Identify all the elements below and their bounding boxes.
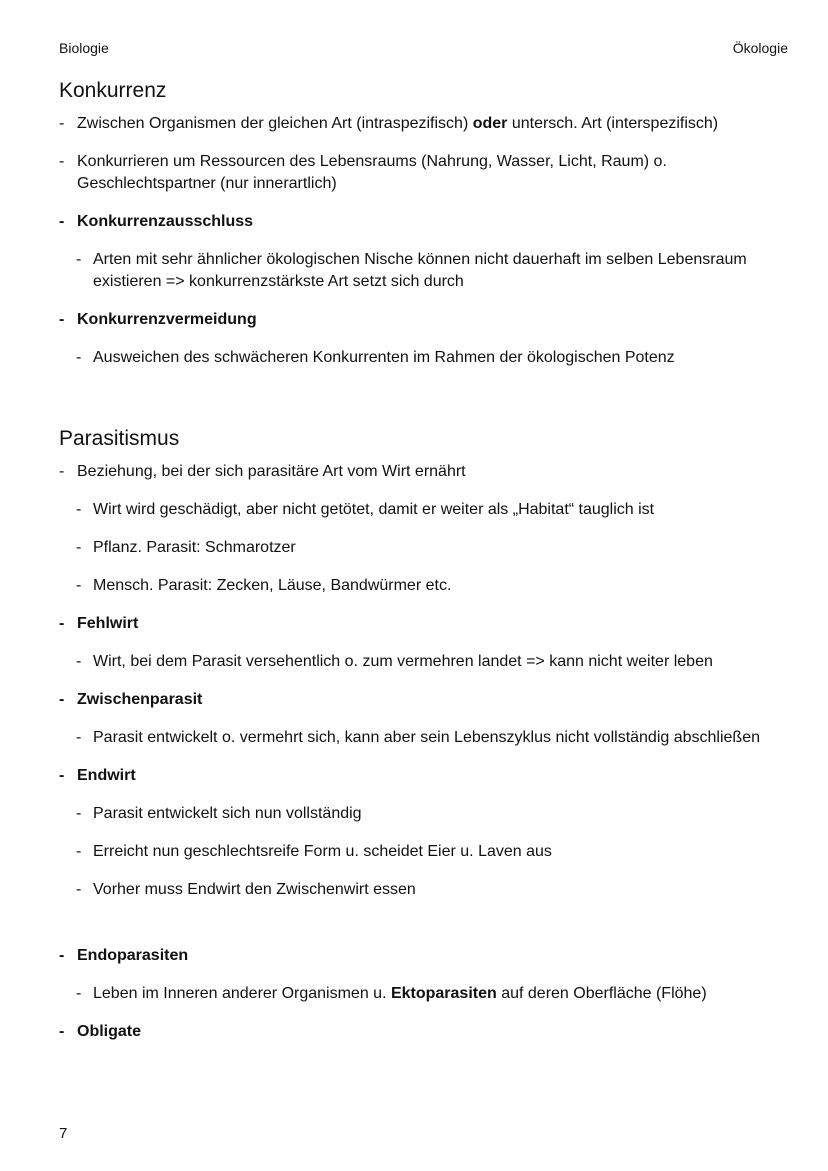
- list-heading: [59, 1021, 799, 1043]
- bullet-dash: -: [59, 153, 65, 170]
- list-subitem: [59, 537, 799, 559]
- list-heading: [59, 689, 799, 711]
- list-subitem: [59, 575, 799, 597]
- list-item-text: Parasit entwickelt o. vermehrt sich, kann aber sein Lebenszyklus nicht vollständig abschließen: [93, 729, 760, 746]
- page-content: [59, 76, 799, 1059]
- list-heading-text: Fehlwirt: [77, 615, 139, 632]
- bullet-dash: -: [59, 463, 65, 480]
- list-subitem: [59, 879, 799, 901]
- list-subitem: [59, 249, 799, 293]
- list-subitem: [59, 651, 799, 673]
- list-heading-text: Zwischenparasit: [77, 691, 203, 708]
- list-heading-text: Konkurrenzausschluss: [77, 213, 254, 230]
- list-item-text: Zwischen Organismen der gleichen Art (intraspezifisch): [77, 115, 473, 132]
- header-subject: Biologie: [59, 40, 109, 56]
- bullet-dash: -: [59, 947, 65, 964]
- list-item: [59, 113, 799, 135]
- list-item-text: Arten mit sehr ähnlicher ökologischen Nische können nicht dauerhaft im selben Lebensraum existieren => konkurrenzstärkste Art setzt sich durch: [93, 251, 747, 290]
- list-item-text: Vorher muss Endwirt den Zwischenwirt essen: [93, 881, 416, 898]
- bullet-dash: -: [76, 577, 82, 594]
- list-heading-text: Konkurrenzvermeidung: [77, 311, 257, 328]
- list-item: [59, 151, 799, 195]
- bullet-dash: -: [59, 615, 65, 632]
- list-item-text: untersch. Art (interspezifisch): [507, 115, 719, 132]
- list-item-emphasis: Ektoparasiten: [390, 985, 497, 1002]
- bullet-dash: -: [59, 311, 65, 328]
- list-heading-text: Endoparasiten: [77, 947, 189, 964]
- list-heading: [59, 309, 799, 331]
- list-item-text: Parasit entwickelt sich nun vollständig: [93, 805, 362, 822]
- bullet-dash: -: [59, 1023, 65, 1040]
- list-item-text: Ausweichen des schwächeren Konkurrenten im Rahmen der ökologischen Potenz: [93, 349, 675, 366]
- list-heading: [59, 765, 799, 787]
- bullet-dash: -: [76, 805, 82, 822]
- list-item: [59, 461, 799, 483]
- list-subitem: [59, 841, 799, 863]
- list-item-text: Leben im Inneren anderer Organismen u.: [93, 985, 391, 1002]
- bullet-dash: -: [76, 539, 82, 556]
- page-number: 7: [59, 1125, 68, 1142]
- list-heading: [59, 211, 799, 233]
- list-subitem: [59, 347, 799, 369]
- bullet-dash: -: [76, 729, 82, 746]
- list-heading: [59, 613, 799, 635]
- section-title-parasitismus: Parasitismus: [59, 427, 180, 450]
- list-item-text: Wirt, bei dem Parasit versehentlich o. zum vermehren landet => kann nicht weiter leben: [93, 653, 713, 670]
- list-heading: [59, 945, 799, 967]
- list-item-text: Konkurrieren um Ressourcen des Lebensraums (Nahrung, Wasser, Licht, Raum) o. Geschlechtspartner (nur innerartlich): [77, 153, 667, 192]
- list-subitem: [59, 803, 799, 825]
- list-item-text: Mensch. Parasit: Zecken, Läuse, Bandwürmer etc.: [93, 577, 452, 594]
- list-item-text: Beziehung, bei der sich parasitäre Art vom Wirt ernährt: [77, 463, 466, 480]
- bullet-dash: -: [59, 691, 65, 708]
- bullet-dash: -: [76, 881, 82, 898]
- bullet-dash: -: [76, 843, 82, 860]
- bullet-dash: -: [59, 115, 65, 132]
- list-subitem: [59, 727, 799, 749]
- bullet-dash: -: [76, 653, 82, 670]
- bullet-dash: -: [59, 213, 65, 230]
- bullet-dash: -: [76, 251, 82, 268]
- list-item-text: auf deren Oberfläche (Flöhe): [496, 985, 707, 1002]
- header-topic: Ökologie: [732, 40, 788, 56]
- list-item-text: Wirt wird geschädigt, aber nicht getötet, damit er weiter als „Habitat“ tauglich ist: [93, 501, 655, 518]
- bullet-dash: -: [76, 501, 82, 518]
- list-item-text: Pflanz. Parasit: Schmarotzer: [93, 539, 296, 556]
- list-subitem: [59, 499, 799, 521]
- bullet-dash: -: [76, 985, 82, 1002]
- list-item-text: Erreicht nun geschlechtsreife Form u. scheidet Eier u. Laven aus: [93, 843, 552, 860]
- list-heading-text: Obligate: [77, 1023, 142, 1040]
- list-heading-text: Endwirt: [77, 767, 136, 784]
- bullet-dash: -: [59, 767, 65, 784]
- section-title-konkurrenz: Konkurrenz: [59, 79, 167, 102]
- bullet-dash: -: [76, 349, 82, 366]
- list-subitem: [59, 983, 799, 1005]
- list-item-emphasis: oder: [472, 115, 508, 132]
